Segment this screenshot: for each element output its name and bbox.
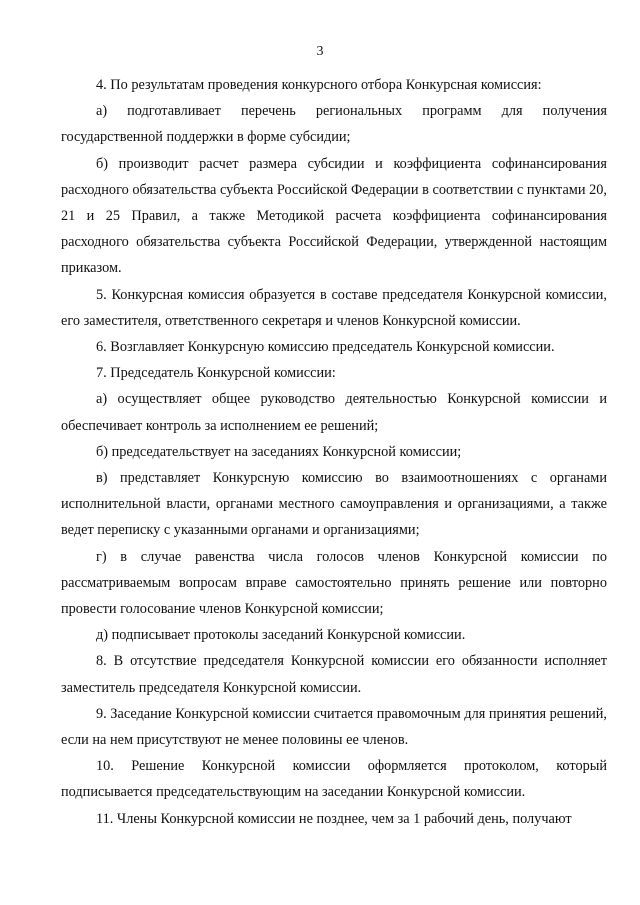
document-body (61, 72, 607, 832)
paragraph-4a: а) подготавливает перечень региональных программ для получения государственной поддержки в форме субсидии; (61, 103, 607, 146)
paragraph-8: 8. В отсутствие председателя Конкурсной комиссии его обязанности исполняет заместитель председателя Конкурсной комиссии. (61, 653, 607, 696)
paragraph-11: 11. Члены Конкурсной комиссии не позднее, чем за 1 рабочий день, получают (96, 810, 572, 827)
paragraph-4: 4. По результатам проведения конкурсного отбора Конкурсная комиссия: (96, 77, 542, 93)
paragraph-4b: б) производит расчет размера субсидии и коэффициента софинансирования расходного обязательства субъекта Российской Федерации в соответствии с пунктами 20, 21 и 25 Правил, а также Методикой расчета коэффициента софинансирования расходного обязательства субъекта Российской Федерации, утвержденной настоящим приказом. (61, 155, 607, 277)
paragraph-7: 7. Председатель Конкурсной комиссии: (96, 365, 336, 382)
page-number: 3 (316, 44, 324, 59)
paragraph-7v: в) представляет Конкурсную комиссию во взаимоотношениях с органами исполнительной власти, органами местного самоуправления и организациями, а также ведет переписку с указанными органами и организациями; (61, 470, 607, 539)
paragraph-7a: а) осуществляет общее руководство деятельностью Конкурсной комиссии и обеспечивает контроль за исполнением ее решений; (61, 391, 607, 434)
paragraph-7g: г) в случае равенства числа голосов членов Конкурсной комиссии по рассматриваемым вопросам вправе самостоятельно принять решение или повторно провести голосование членов Конкурсной комиссии; (61, 548, 607, 618)
paragraph-7d: д) подписывает протоколы заседаний Конкурсной комиссии. (96, 627, 466, 644)
paragraph-7b: б) председательствует на заседаниях Конкурсной комиссии; (96, 443, 462, 460)
paragraph-5: 5. Конкурсная комиссия образуется в составе председателя Конкурсной комиссии, его заместителя, ответственного секретаря и членов Конкурсной комиссии. (61, 286, 607, 329)
paragraph-6: 6. Возглавляет Конкурсную комиссию председатель Конкурсной комиссии. (96, 339, 555, 356)
paragraph-9: 9. Заседание Конкурсной комиссии считается правомочным для принятия решений, если на нем присутствуют не менее половины ее членов. (61, 705, 607, 749)
paragraph-10: 10. Решение Конкурсной комиссии оформляется протоколом, который подписывается председательствующим на заседании Конкурсной комиссии. (61, 758, 607, 801)
